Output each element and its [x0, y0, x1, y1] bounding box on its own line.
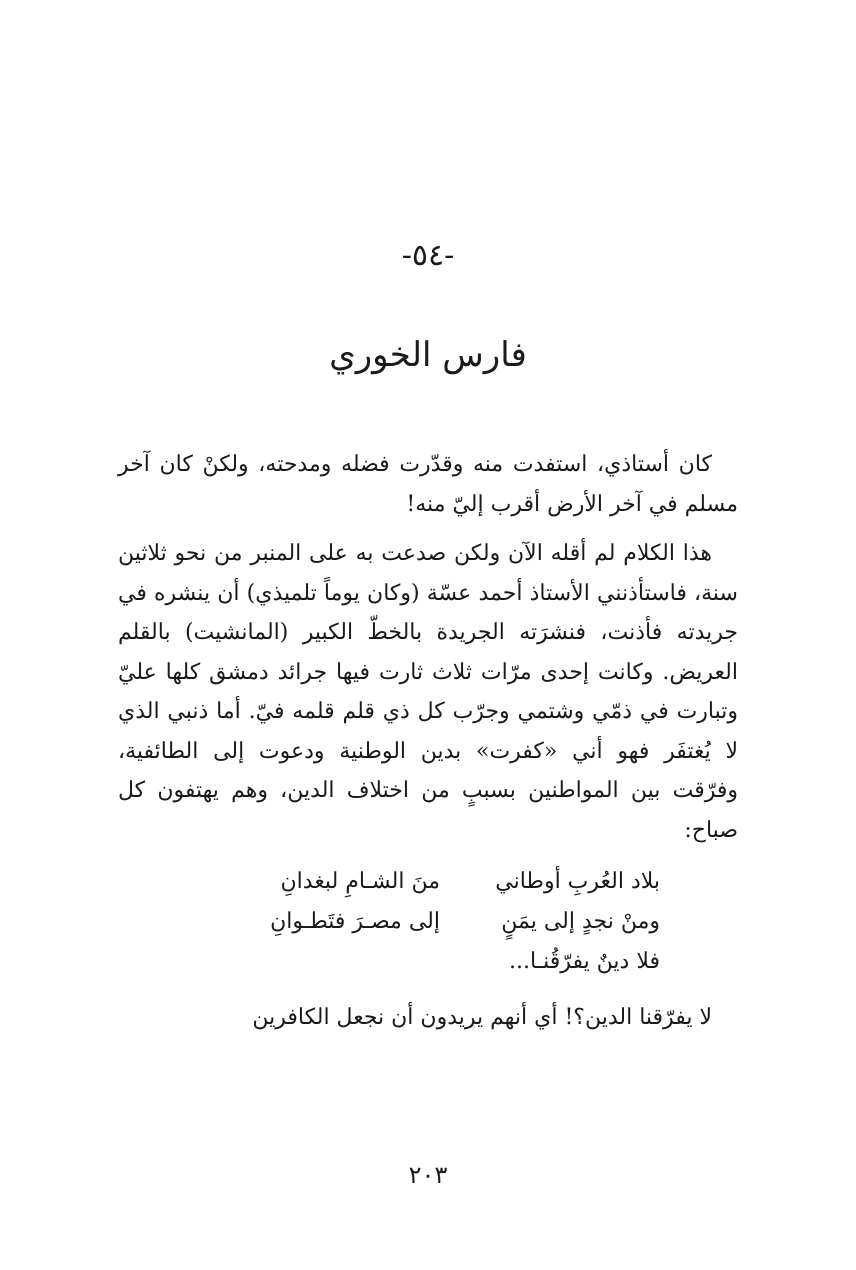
page-number: ٢٠٣ — [408, 1161, 448, 1189]
poem-hemistich-second: إلى مصـرَ فتَطـوانِ — [270, 909, 440, 934]
paragraph-2: هذا الكلام لم أقله الآن ولكن صدعت به على المنبر من نحو ثلاثين سنة، فاستأذنني الأستاذ أحمد عسّة (وكان يوماً تلميذي) أن ينشره في جريدته فأذنت، فنشرَته الجريدة بالخطّ الكبير (المانشيت) بالقلم العريض. وكانت إحدى مرّات ثلاث ثارت فيها جرائد دمشق كلها عليّ وتبارت في ذمّي وشتمي وجرّب كل ذي قلم قلمه فيّ. أما ذنبي الذي لا يُغتفَر فهو أني «كفرت» بدين الوطنية ودعوت إلى الطائفية، وفرّقت بين المواطنين بسببٍ من اختلاف الدين، وهم يهتفون كل صباح: — [118, 541, 738, 843]
poem-verse — [118, 902, 660, 942]
poem-hemistich-first: بلاد العُربِ أوطاني — [495, 869, 660, 894]
paragraph-closing: لا يفرّقنا الدين؟! أي أنهم يريدون أن نجعل الكافرين — [252, 1005, 712, 1030]
poem-hemistich-first: ومنْ نجدٍ إلى يمَنٍ — [501, 909, 660, 934]
poem-verse — [118, 942, 660, 982]
poem-verse — [118, 862, 660, 902]
chapter-title: فارس الخوري — [329, 335, 527, 375]
poem — [118, 862, 738, 982]
poem-hemistich-first: فلا دينٌ يفرّقُنـا... — [509, 949, 660, 974]
body-text — [118, 445, 738, 1048]
poem-hemistich-second: منَ الشـامِ لبغدانِ — [280, 869, 440, 894]
paragraph-1: كان أستاذي، استفدت منه وقدّرت فضله ومدحته، ولكنْ كان آخر مسلم في آخر الأرض أقرب إليّ منه! — [118, 452, 738, 517]
chapter-number: -٥٤- — [401, 238, 455, 273]
